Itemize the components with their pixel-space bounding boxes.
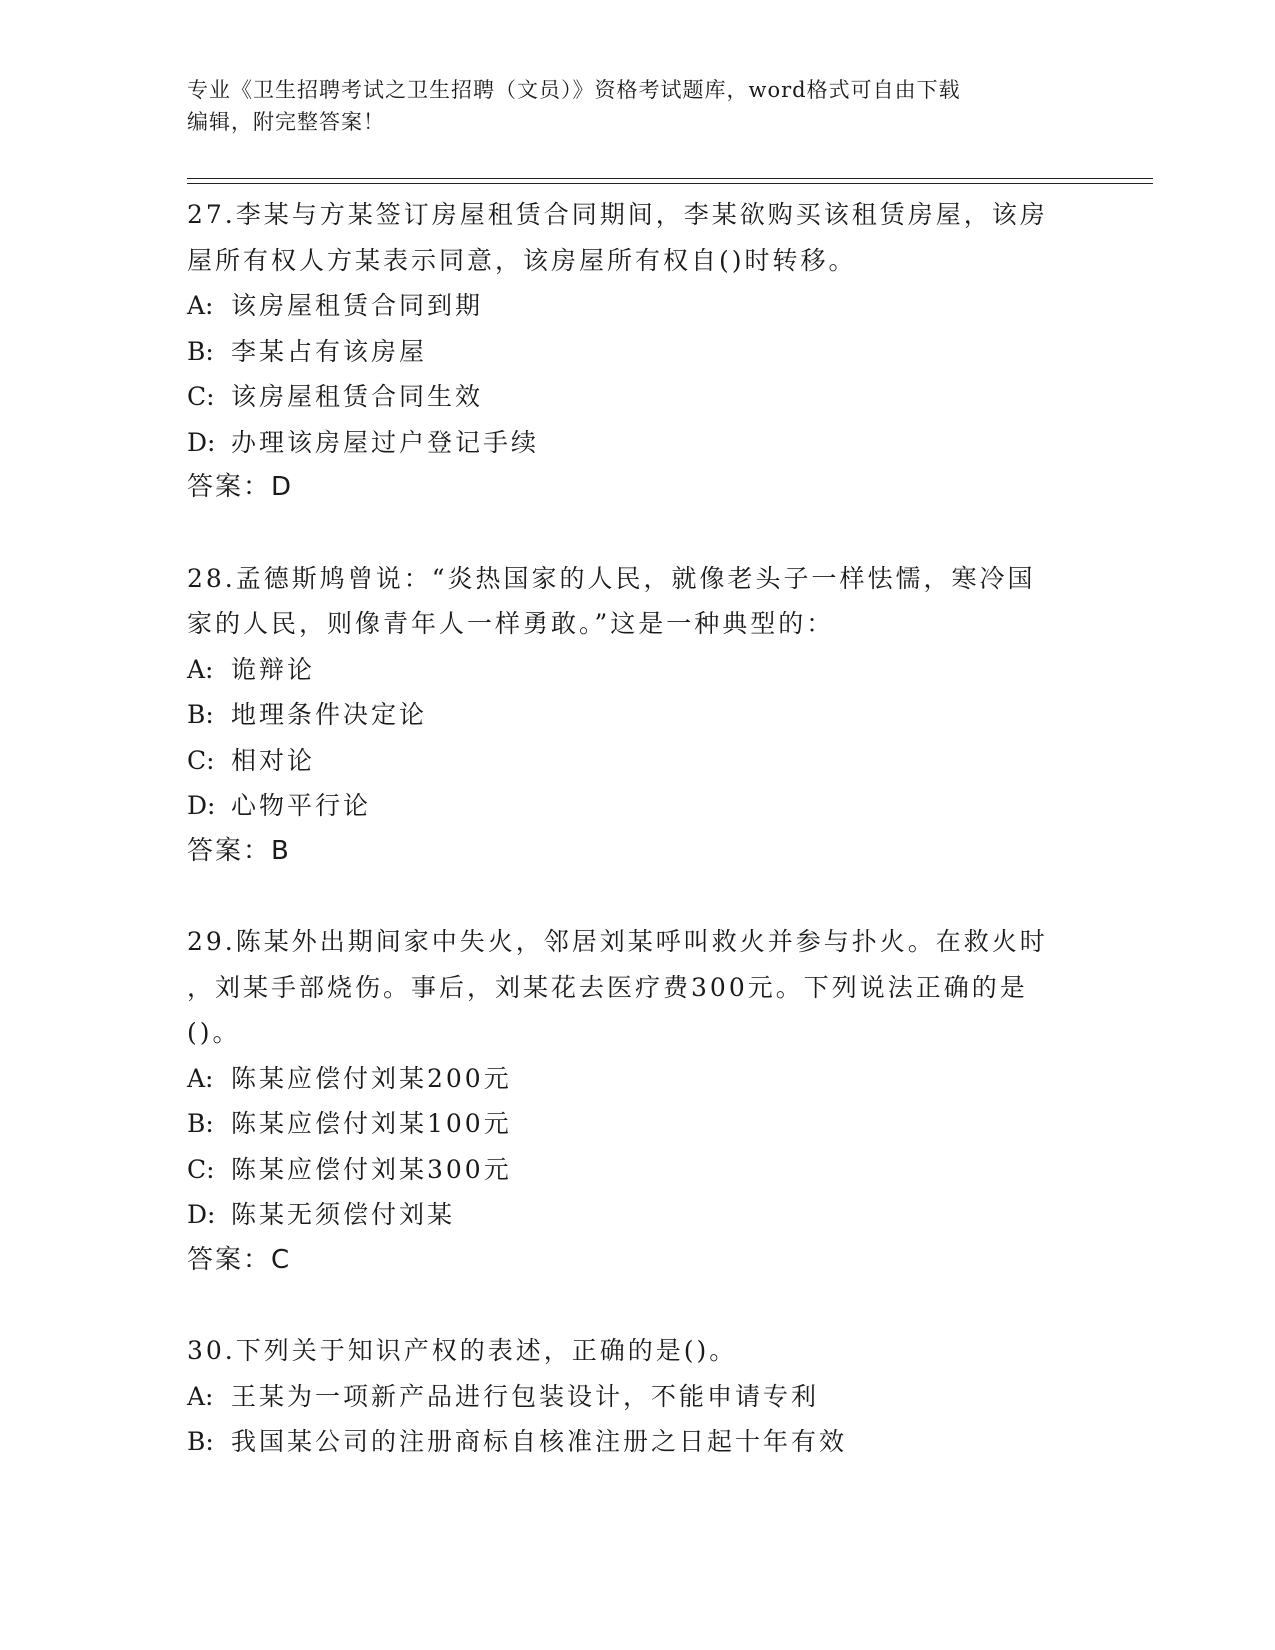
option-text: 心物平行论 [231, 791, 372, 820]
option-letter: B: [187, 700, 214, 729]
option-text: 李某占有该房屋 [231, 336, 428, 366]
answer-label: 答案：B [187, 835, 291, 866]
question-block [187, 1328, 1087, 1465]
header-line-1: 专业《卫生招聘考试之卫生招聘（文员）》资格考试题库，word格式可自由下载 [187, 78, 961, 102]
option-c [187, 738, 1087, 784]
option-a [187, 1056, 1087, 1102]
question-block [187, 556, 1087, 875]
option-b [187, 1101, 1087, 1147]
question-text: 28.孟德斯鸠曾说：“炎热国家的人民，就像老头子一样怯懦，寒冷国 [187, 563, 1036, 593]
header-divider-top [187, 178, 1153, 179]
option-b [187, 329, 1087, 375]
option-text: 陈某应偿付刘某200元 [231, 1063, 512, 1093]
option-letter: B: [187, 1427, 214, 1456]
option-text: 办理该房屋过户登记手续 [231, 427, 540, 457]
question-text: ()。 [187, 1018, 241, 1047]
option-d [187, 783, 1087, 829]
question-text: 29.陈某外出期间家中失火，邻居刘某呼叫救火并参与扑火。在救火时 [187, 927, 1048, 956]
option-c [187, 1147, 1087, 1193]
header-divider-bottom [187, 183, 1153, 184]
option-text: 陈某应偿付刘某300元 [231, 1154, 512, 1184]
question-block [187, 192, 1087, 511]
option-a [187, 283, 1087, 329]
option-text: 陈某应偿付刘某100元 [231, 1109, 512, 1138]
option-letter: C: [187, 745, 215, 775]
option-letter: B: [187, 1109, 214, 1138]
option-text: 王某为一项新产品进行包装设计，不能申请专利 [231, 1381, 820, 1411]
option-text: 我国某公司的注册商标自核准注册之日起十年有效 [231, 1427, 848, 1456]
option-text: 该房屋租赁合同生效 [231, 382, 484, 411]
option-text: 该房屋租赁合同到期 [231, 291, 484, 320]
option-letter: A: [187, 1063, 214, 1093]
question-text: 屋所有权人方某表示同意，该房屋所有权自()时转移。 [187, 245, 857, 275]
option-b [187, 692, 1087, 738]
question-list [187, 192, 1087, 1465]
question-text: 家的人民，则像青年人一样勇敢。”这是一种典型的： [187, 609, 835, 638]
option-text: 相对论 [231, 745, 316, 775]
option-c [187, 374, 1087, 420]
answer-label: 答案：C [187, 1244, 292, 1275]
option-letter: B: [187, 336, 214, 366]
option-letter: A: [187, 654, 214, 684]
option-a [187, 647, 1087, 693]
option-a [187, 1374, 1087, 1420]
option-b [187, 1419, 1087, 1465]
question-text: 27.李某与方某签订房屋租赁合同期间，李某欲购买该租赁房屋，该房 [187, 200, 1048, 229]
option-text: 陈某无须偿付刘某 [231, 1200, 456, 1229]
question-text: 30.下列关于知识产权的表述，正确的是()。 [187, 1336, 738, 1365]
option-letter: D: [187, 427, 216, 457]
option-d [187, 1192, 1087, 1238]
option-letter: A: [187, 1381, 214, 1411]
option-letter: D: [187, 1200, 216, 1229]
option-letter: C: [187, 382, 215, 411]
document-header [187, 74, 1087, 138]
option-letter: C: [187, 1154, 215, 1184]
option-d [187, 420, 1087, 466]
option-text: 诡辩论 [231, 654, 316, 684]
question-text: ，刘某手部烧伤。事后，刘某花去医疗费300元。下列说法正确的是 [187, 972, 1028, 1002]
option-letter: D: [187, 791, 216, 820]
header-line-2: 编辑，附完整答案！ [187, 110, 385, 134]
option-letter: A: [187, 291, 214, 320]
question-block [187, 919, 1087, 1283]
option-text: 地理条件决定论 [231, 700, 428, 729]
answer-label: 答案：D [187, 472, 294, 502]
